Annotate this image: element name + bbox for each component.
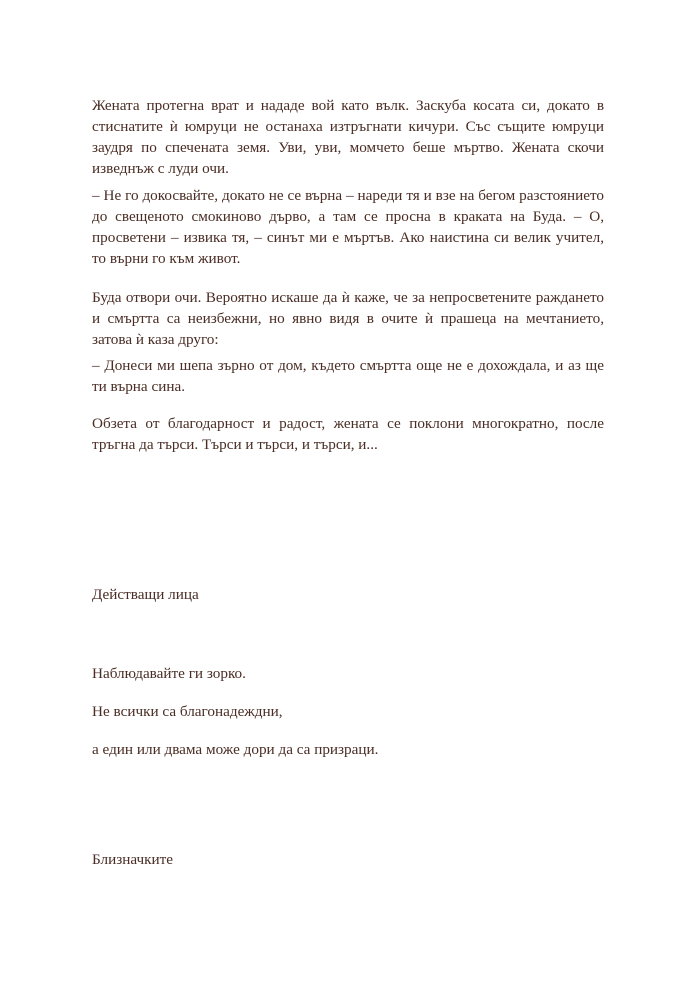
final-heading: Близначките bbox=[92, 851, 174, 868]
list-line-2: Не всички са благонадеждни, bbox=[92, 703, 283, 720]
paragraph-3: Буда отвори очи. Вероятно искаше да ѝ каже, че за непросветените раждането и смъртта са неизбежни, но явно видя в очите ѝ прашеца на мечтанието, затова ѝ каза друго: bbox=[92, 289, 604, 348]
paragraph-4: – Донеси ми шепа зърно от дом, където смъртта още не е дохождала, и аз ще ти върна сина. bbox=[92, 357, 604, 395]
paragraph-2: – Не го докосвайте, докато не се върна – нареди тя и взе на бегом разстоянието до свещеното смокиново дърво, а там се просна в краката на Буда. – О, просветени – извика тя, – синът ми е мъртъв. Ако наистина си велик учител, то върни го към живот. bbox=[92, 187, 604, 267]
list-line-3: а един или двама може дори да са призраци. bbox=[92, 741, 379, 758]
paragraph-5: Обзета от благодарност и радост, жената се поклони многократно, после тръгна да търси. Търси и търси, и търси, и... bbox=[92, 415, 604, 453]
list-line-1: Наблюдавайте ги зорко. bbox=[92, 665, 246, 682]
paragraph-1: Жената протегна врат и нададе вой като вълк. Заскуба косата си, докато в стиснатите ѝ юмруци не останаха изтръгнати кичури. Със същите юмруци заудря по спечената земя. Уви, уви, момчето беше мъртво. Жената скочи изведнъж с луди очи. bbox=[92, 97, 604, 177]
section-heading: Действащи лица bbox=[92, 586, 199, 603]
